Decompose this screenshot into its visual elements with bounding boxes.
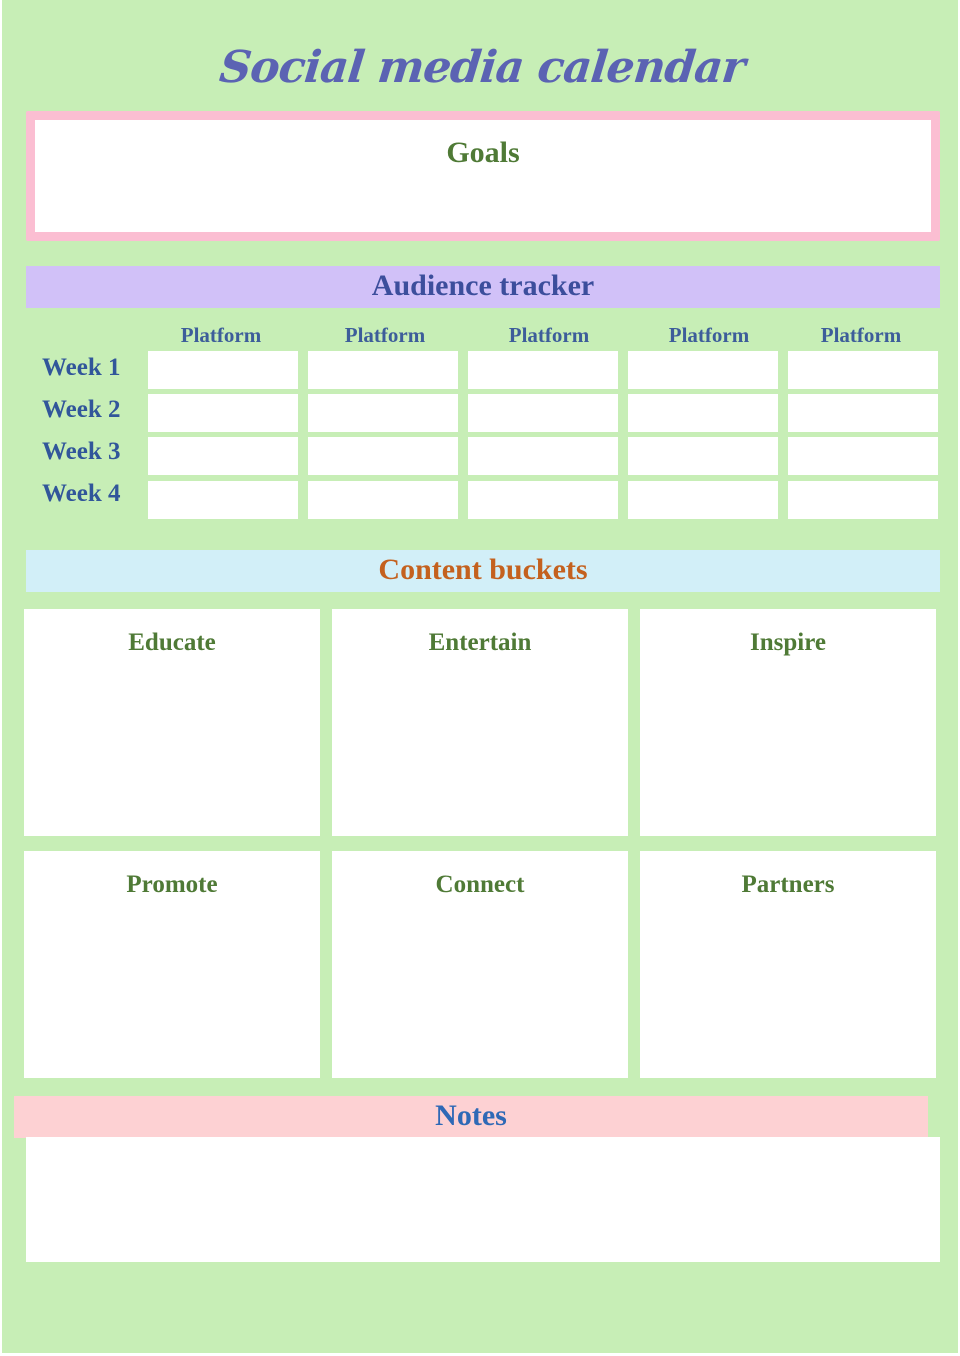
tracker-cell[interactable]	[308, 481, 458, 519]
tracker-cell[interactable]	[468, 394, 618, 432]
tracker-cell[interactable]	[628, 437, 778, 475]
week-row-label: Week 4	[42, 480, 121, 507]
content-buckets-heading: Content buckets	[26, 550, 940, 592]
notes-box[interactable]	[26, 1137, 940, 1262]
tracker-cell[interactable]	[468, 351, 618, 389]
platform-column-header: Platform	[344, 323, 426, 347]
tracker-cell[interactable]	[148, 394, 298, 432]
tracker-cell[interactable]	[788, 481, 938, 519]
week-row-label: Week 1	[42, 354, 121, 381]
content-bucket[interactable]	[640, 851, 936, 1078]
content-bucket-label: Educate	[128, 629, 216, 656]
goals-label: Goals	[446, 136, 520, 169]
content-bucket-label: Promote	[126, 871, 218, 898]
tracker-cell[interactable]	[468, 437, 618, 475]
tracker-cell[interactable]	[308, 351, 458, 389]
tracker-cell[interactable]	[468, 481, 618, 519]
platform-column-header: Platform	[180, 323, 262, 347]
tracker-cell[interactable]	[788, 351, 938, 389]
content-bucket-label: Entertain	[428, 629, 532, 656]
tracker-cell[interactable]	[148, 481, 298, 519]
tracker-cell[interactable]	[308, 394, 458, 432]
content-bucket-label: Partners	[741, 871, 835, 898]
tracker-cell[interactable]	[628, 394, 778, 432]
tracker-cell[interactable]	[148, 437, 298, 475]
tracker-cell[interactable]	[308, 437, 458, 475]
content-bucket[interactable]	[24, 609, 320, 836]
content-bucket[interactable]	[332, 609, 628, 836]
page-title: Social media calendar	[217, 42, 747, 93]
platform-column-header: Platform	[820, 323, 902, 347]
platform-column-header: Platform	[668, 323, 750, 347]
content-bucket[interactable]	[640, 609, 936, 836]
goals-box[interactable]	[26, 111, 940, 241]
calendar-page	[2, 0, 958, 1353]
content-bucket[interactable]	[24, 851, 320, 1078]
content-bucket[interactable]	[332, 851, 628, 1078]
tracker-cell[interactable]	[148, 351, 298, 389]
tracker-cell[interactable]	[788, 437, 938, 475]
week-row-label: Week 2	[42, 396, 121, 423]
audience-tracker-heading: Audience tracker	[26, 266, 940, 308]
tracker-cell[interactable]	[628, 481, 778, 519]
content-bucket-label: Inspire	[750, 629, 826, 656]
content-bucket-label: Connect	[435, 871, 525, 898]
tracker-cell[interactable]	[628, 351, 778, 389]
platform-column-header: Platform	[508, 323, 590, 347]
notes-heading: Notes	[14, 1096, 928, 1138]
week-row-label: Week 3	[42, 438, 121, 465]
tracker-cell[interactable]	[788, 394, 938, 432]
